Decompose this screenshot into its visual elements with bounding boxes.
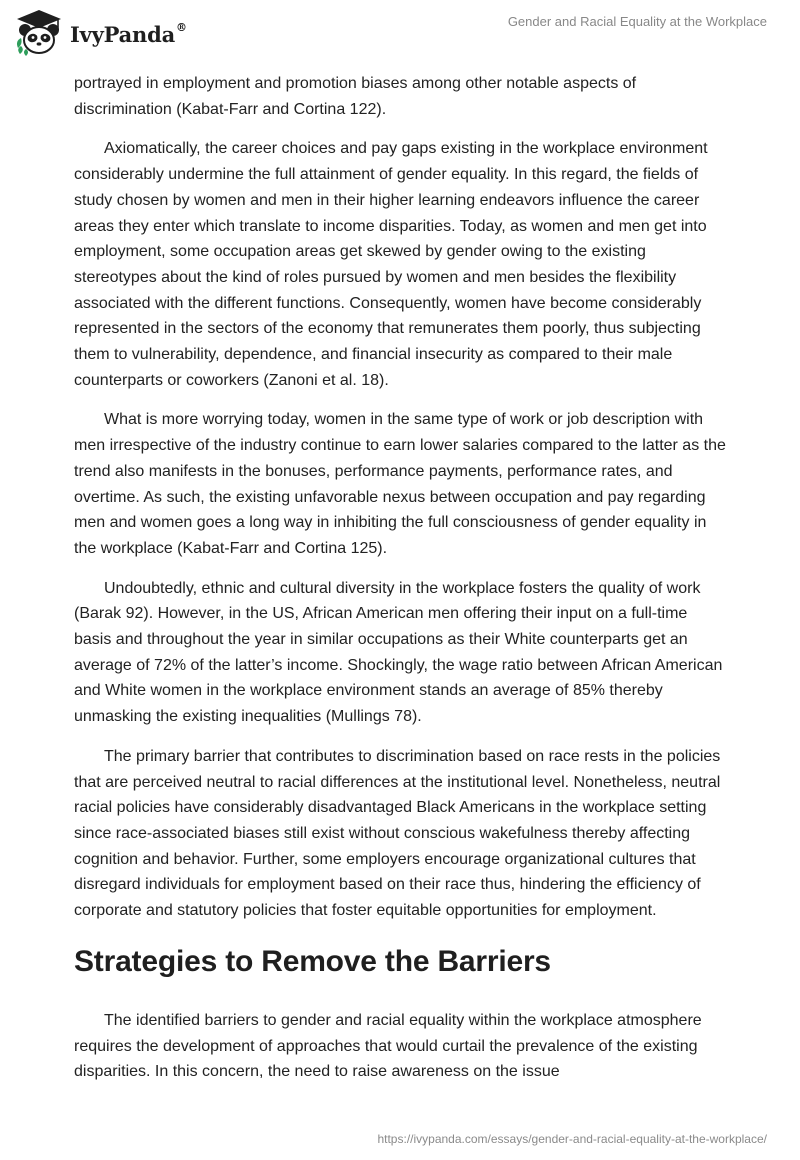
essay-body (74, 71, 728, 1099)
paragraph: Axiomatically, the career choices and pay gaps existing in the workplace environment considerably undermine the full attainment of gender equality. In this regard, the fields of study chosen by women and men in their higher learning endeavors influence the career areas they enter which translate to income disparities. Today, as women and men get into employment, some occupation areas get skewed by gender owing to the existing stereotypes about the kind of roles pursued by women and men besides the flexibility associated with the different functions. Consequently, women have become considerably represented in the sectors of the economy that remunerates them poorly, thus subjecting them to vulnerability, dependence, and financial insecurity as compared to their male counterparts or coworkers (Zanoni et al. 18). (74, 140, 708, 389)
logo-wordmark: IvyPanda® (70, 20, 187, 47)
paragraph: Undoubtedly, ethnic and cultural diversity in the workplace fosters the quality of work (Barak 92). However, in the US, African American men offering their input on a full-time basis and throughout the year in similar occupations as their White counterparts get an average of 72% of the latter’s income. Shockingly, the wage ratio between African American and White women in the workplace environment stands an average of 85% thereby unmasking the existing inequalities (Mullings 78). (74, 579, 723, 726)
page-header (0, 0, 800, 66)
paragraph: portrayed in employment and promotion biases among other notable aspects of discrimination (Kabat-Farr and Cortina 122). (74, 75, 637, 118)
paragraph: The primary barrier that contributes to discrimination based on race rests in the policies that are perceived neutral to racial differences at the institutional level. Nonetheless, neutral racial policies have considerably disadvantaged Black Americans in the workplace setting since race-associated biases still exist without conscious wakefulness thereby affecting cognition and behavior. Further, some employers encourage organizational cultures that disregard individuals for employment based on their race thus, hindering the efficiency of corporate and statutory policies that foster equitable opportunities for employment. (74, 747, 721, 920)
registered-mark: ® (176, 20, 187, 34)
document-title: Gender and Racial Equality at the Workplace (507, 14, 767, 29)
source-url[interactable]: https://ivypanda.com/essays/gender-and-racial-equality-at-the-workplace/ (377, 1132, 767, 1146)
ivypanda-logo[interactable] (14, 8, 187, 58)
paragraph: What is more worrying today, women in the same type of work or job description with men irrespective of the industry continue to earn lower salaries compared to the latter as the trend also manifests in the bonuses, performance payments, performance rates, and overtime. As such, the existing unfavorable nexus between occupation and pay regarding men and women goes a long way in inhibiting the full consciousness of gender equality in the workplace (Kabat-Farr and Cortina 125). (74, 411, 726, 557)
panda-graduate-icon (14, 8, 64, 58)
section-heading: Strategies to Remove the Barriers (74, 944, 551, 978)
paragraph: The identified barriers to gender and racial equality within the workplace atmosphere requires the development of approaches that would curtail the prevalence of the existing disparities. In this concern, the need to raise awareness on the issue (74, 1011, 702, 1081)
